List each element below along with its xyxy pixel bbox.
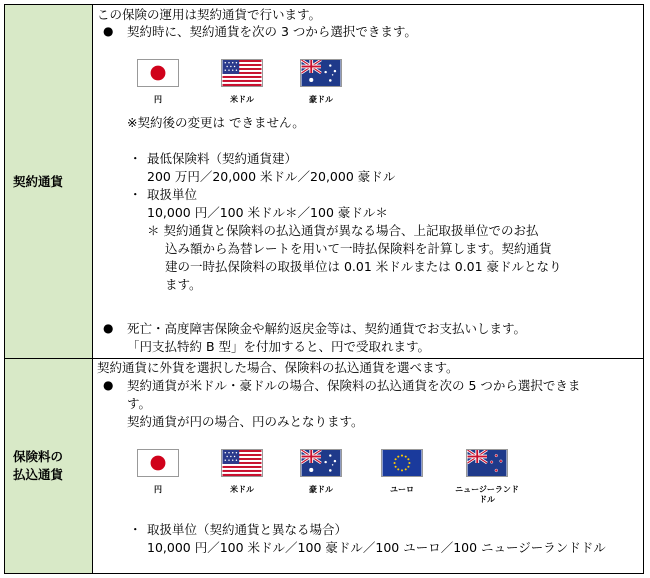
bullet-dot: ・	[129, 522, 142, 537]
flag-label: ニュージーランド	[455, 485, 519, 494]
flag-label: 豪ドル	[309, 485, 333, 494]
header-label: 保険料の	[13, 449, 64, 464]
unit-title: 取扱単位	[147, 187, 198, 202]
japan-flag-icon	[137, 449, 179, 477]
premium-currency-content	[93, 359, 643, 573]
row-premium-currency	[5, 359, 643, 573]
flag-label: 円	[154, 485, 162, 494]
australia-flag-icon	[300, 449, 342, 477]
unit-title: 取扱単位（契約通貨と異なる場合）	[147, 522, 348, 537]
change-note: ※契約後の変更は できません。	[127, 115, 305, 130]
flag-label: ドル	[479, 495, 495, 504]
row-contract-currency	[5, 5, 643, 359]
bullet-icon: ●	[103, 24, 114, 38]
us-flag-icon	[221, 449, 263, 477]
flag-label: ユーロ	[390, 485, 414, 494]
row-header-premium-currency	[5, 359, 93, 573]
bullet-dot: ・	[129, 187, 142, 202]
intro-text: 契約通貨に外貨を選択した場合、保険料の払込通貨を選べます。	[97, 360, 459, 375]
bullet-text: 契約通貨が円の場合、円のみとなります。	[127, 414, 364, 429]
contract-currency-content	[93, 5, 643, 358]
flag-label: 豪ドル	[309, 95, 333, 104]
unit-note-line: 建の一時払保険料の取扱単位は 0.01 米ドルまたは 0.01 豪ドルとなり	[165, 259, 562, 274]
header-label: 払込通貨	[13, 467, 64, 482]
currency-table	[4, 4, 644, 574]
min-premium-title: 最低保険料（契約通貨建）	[147, 151, 298, 166]
bullet-icon: ●	[103, 378, 114, 392]
bullet-text: す。	[127, 396, 152, 411]
unit-values: 10,000 円／100 米ドル／100 豪ドル／100 ユーロ／100 ニュージーランドドル	[147, 540, 606, 555]
new-zealand-flag-icon	[466, 449, 508, 477]
bullet-dot: ・	[129, 151, 142, 166]
japan-flag-icon	[137, 59, 179, 87]
bullet-text: 契約時に、契約通貨を次の 3 つから選択できます。	[127, 24, 417, 39]
row-header-contract-currency	[5, 5, 93, 358]
unit-note-line: 込み額から為替レートを用いて一時払保険料を計算します。契約通貨	[165, 241, 552, 256]
intro-text: この保険の運用は契約通貨で行います。	[97, 7, 322, 22]
unit-note-line: ＊ 契約通貨と保険料の払込通貨が異なる場合、上記取扱単位でのお払	[147, 223, 539, 238]
bullet-text: 契約通貨が米ドル・豪ドルの場合、保険料の払込通貨を次の 5 つから選択できま	[127, 378, 581, 393]
unit-values: 10,000 円／100 米ドル＊／100 豪ドル＊	[147, 205, 388, 220]
bullet-icon: ●	[103, 321, 114, 335]
unit-note-line: ます。	[165, 277, 202, 292]
flag-label: 円	[154, 95, 162, 104]
header-label: 契約通貨	[13, 173, 64, 189]
us-flag-icon	[221, 59, 263, 87]
flag-label: 米ドル	[230, 95, 254, 104]
australia-flag-icon	[300, 59, 342, 87]
payout-text: 「円支払特約 B 型」を付加すると、円で受取れます。	[127, 339, 431, 354]
flag-label: 米ドル	[230, 485, 254, 494]
min-premium-values: 200 万円／20,000 米ドル／20,000 豪ドル	[147, 169, 396, 184]
eu-flag-icon	[381, 449, 423, 477]
payout-text: 死亡・高度障害保険金や解約返戻金等は、契約通貨でお支払いします。	[127, 321, 527, 336]
